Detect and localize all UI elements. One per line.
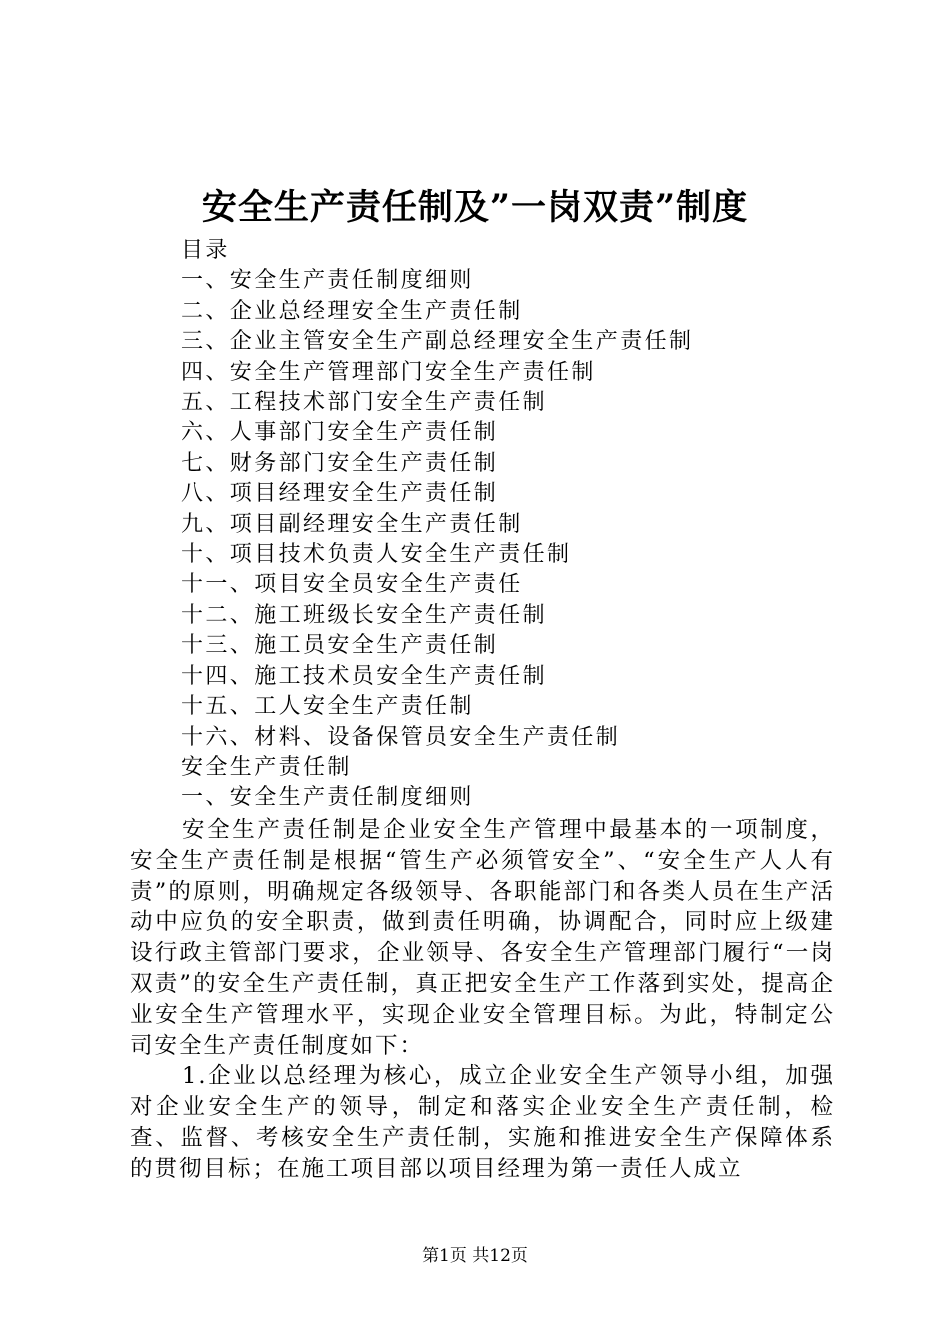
toc-heading: 目录 xyxy=(181,238,230,263)
toc-item: 十六、材料、设备保管员安全生产责任制 xyxy=(181,724,621,750)
toc-item: 四、安全生产管理部门安全生产责任制 xyxy=(181,359,596,385)
subsection-heading: 一、安全生产责任制度细则 xyxy=(181,785,474,811)
toc-item: 十四、施工技术员安全生产责任制 xyxy=(181,663,548,689)
toc-item: 十二、施工班级长安全生产责任制 xyxy=(181,602,548,628)
page-footer: 第1页 共12页 xyxy=(422,1246,528,1266)
toc-item: 二、企业总经理安全生产责任制 xyxy=(181,298,523,324)
toc-item: 一、安全生产责任制度细则 xyxy=(181,268,474,294)
body-text xyxy=(130,815,835,1185)
document-title: 安全生产责任制及”一岗双责”制度 xyxy=(201,187,749,228)
toc-item: 十五、工人安全生产责任制 xyxy=(181,694,474,720)
toc-item: 十、项目技术负责人安全生产责任制 xyxy=(181,542,572,568)
toc-item: 八、项目经理安全生产责任制 xyxy=(181,481,499,507)
section-heading: 安全生产责任制 xyxy=(181,754,352,780)
body-paragraph: 安全生产责任制是企业安全生产管理中最基本的一项制度，安全生产责任制是根据“管生产必须管安全”、“安全生产人人有责”的原则，明确规定各级领导、各职能部门和各类人员在生产活动中应负的安全职责，做到责任明确，协调配合，同时应上级建设行政主管部门要求，企业领导、各安全生产管理部门履行“一岗双责”的安全生产责任制，真正把安全生产工作落到实处，提高企业安全生产管理水平，实现企业安全管理目标。为此，特制定公司安全生产责任制度如下： xyxy=(130,817,835,1059)
toc-item: 五、工程技术部门安全生产责任制 xyxy=(181,390,548,416)
toc-item: 七、财务部门安全生产责任制 xyxy=(181,450,499,476)
table-of-contents xyxy=(181,236,693,814)
toc-item: 六、人事部门安全生产责任制 xyxy=(181,420,499,446)
toc-item: 十三、施工员安全生产责任制 xyxy=(181,633,499,659)
body-paragraph: 1.企业以总经理为核心，成立企业安全生产领导小组，加强对企业安全生产的领导，制定和落实企业安全生产责任制，检查、监督、考核安全生产责任制，实施和推进安全生产保障体系的贯彻目标；在施工项目部以项目经理为第一责任人成立 xyxy=(130,1063,835,1182)
toc-item: 三、企业主管安全生产副总经理安全生产责任制 xyxy=(181,329,694,355)
toc-item: 十一、项目安全员安全生产责任 xyxy=(181,572,523,598)
toc-item: 九、项目副经理安全生产责任制 xyxy=(181,511,523,537)
